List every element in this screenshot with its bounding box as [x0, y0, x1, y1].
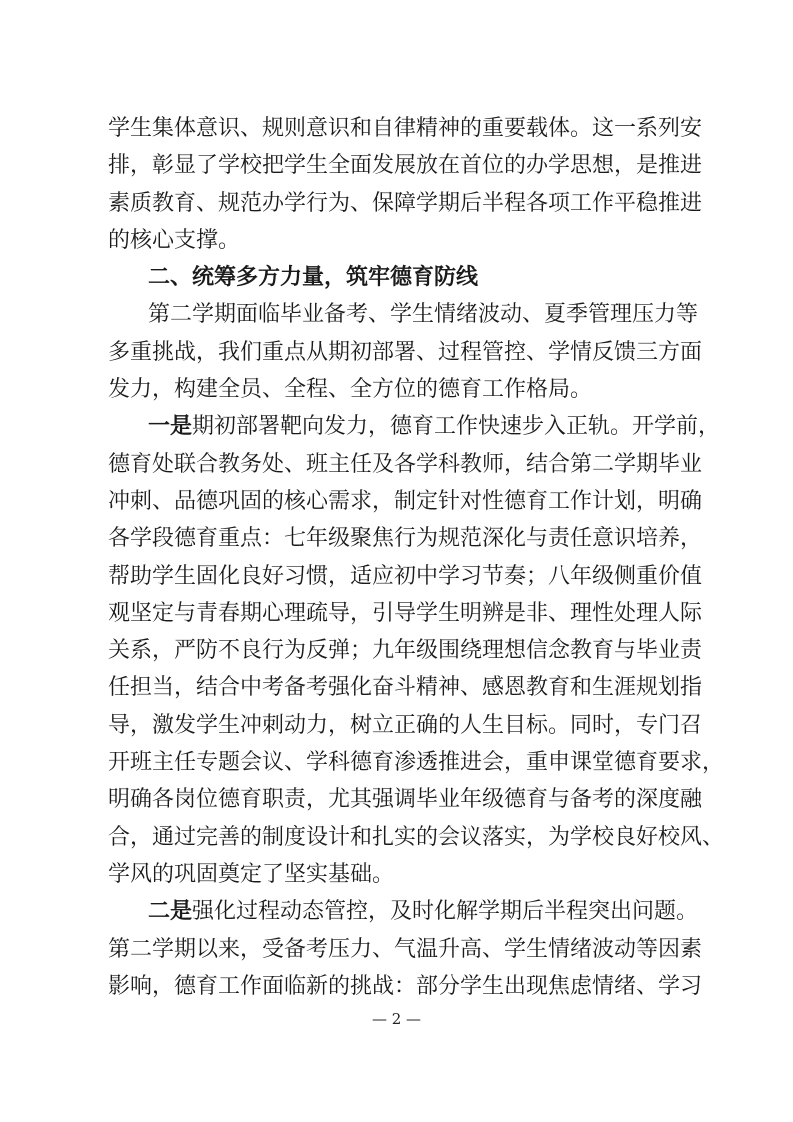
text-line: 学风的巩固奠定了坚实基础。 [108, 861, 395, 887]
text-line: 合，通过完善的制度设计和扎实的会议落实，为学校良好校风、 [108, 824, 725, 850]
text-line: 冲刺、品德巩固的核心需求，制定针对性德育工作计划，明确 [108, 488, 703, 514]
text-line: 第二学期面临毕业备考、学生情绪波动、夏季管理压力等 [148, 302, 699, 328]
text-line: 导，激发学生冲刺动力，树立正确的人生目标。同时，专门召 [108, 712, 703, 738]
bold-lead: 二是 [148, 899, 193, 925]
paragraph [108, 408, 725, 893]
text-line [108, 893, 699, 930]
text-line: 各学段德育重点：七年级聚焦行为规范深化与责任意识培养， [108, 526, 703, 552]
text-line: 关系，严防不良行为反弹；九年级围绕理想信念教育与毕业责 [108, 638, 703, 664]
text-line: 第二学期以来，受备考压力、气温升高、学生情绪波动等因素 [108, 936, 703, 962]
text-line: 的核心支撑。 [108, 227, 241, 253]
paragraph [108, 110, 703, 259]
paragraph [108, 893, 703, 1005]
text-line: 学生集体意识、规则意识和自律精神的重要载体。这一系列安 [108, 116, 703, 141]
text-line [108, 408, 721, 445]
text-line: 影响，德育工作面临新的挑战：部分学生出现焦虑情绪、学习 [108, 973, 703, 999]
section-heading: 二、统筹多方力量，筑牢德育防线 [148, 265, 479, 291]
text-line: 排，彰显了学校把学生全面发展放在首位的办学思想，是推进 [108, 153, 703, 179]
text-line: 观坚定与青春期心理疏导，引导学生明辨是非、理性处理人际 [108, 600, 703, 626]
text-span: 期初部署靶向发力，德育工作快速步入正轨。开学前， [192, 414, 721, 440]
paragraph [108, 296, 703, 408]
text-line: 帮助学生固化良好习惯，适应初中学习节奏；八年级侧重价值 [108, 563, 703, 589]
page-number: — 2 — [371, 1010, 422, 1028]
text-line: 发力，构建全员、全程、全方位的德育工作格局。 [108, 377, 593, 403]
bold-lead: 一是 [148, 414, 193, 440]
text-line: 任担当，结合中考备考强化奋斗精神、感恩教育和生涯规划指 [108, 675, 703, 701]
document-page [108, 110, 725, 1005]
text-line: 明确各岗位德育职责，尤其强调毕业年级德育与备考的深度融 [108, 787, 703, 813]
text-line: 多重挑战，我们重点从期初部署、过程管控、学情反馈三方面 [108, 339, 703, 365]
text-line: 素质教育、规范办学行为、保障学期后半程各项工作平稳推进 [108, 190, 703, 216]
text-line: 开班主任专题会议、学科德育渗透推进会，重申课堂德育要求， [108, 750, 725, 776]
text-line: 德育处联合教务处、班主任及各学科教师，结合第二学期毕业 [108, 451, 703, 477]
text-span: 强化过程动态管控，及时化解学期后半程突出问题。 [192, 899, 699, 925]
